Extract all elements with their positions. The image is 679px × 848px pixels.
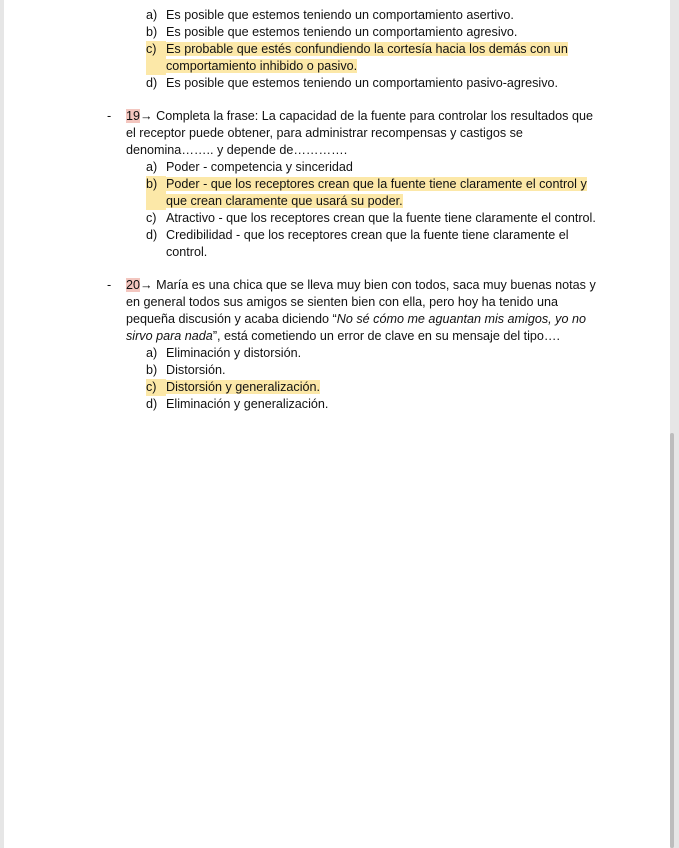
question-text-line2: en general todos sus amigos se sienten bien con ella, pero hoy ha tenido una	[126, 295, 558, 309]
bullet-dash: -	[107, 278, 112, 292]
option-letter: a)	[146, 160, 158, 174]
option-letter: d)	[146, 397, 158, 411]
question-text-line2: el receptor puede obtener, para administrar recompensas y castigos se	[126, 126, 523, 140]
prev-option-d	[146, 75, 606, 92]
scrollbar[interactable]	[670, 433, 674, 848]
question-number: 20	[126, 278, 141, 292]
option-text: Atractivo - que los receptores crean que la fuente tiene claramente el control.	[166, 211, 596, 225]
bullet-dash: -	[107, 109, 112, 123]
option-letter: c)	[146, 41, 166, 75]
question-text-line1: María es una chica que se lleva muy bien con todos, saca muy buenas notas y	[152, 278, 596, 292]
q20-option-a	[146, 345, 606, 362]
option-letter: d)	[146, 76, 158, 90]
arrow-icon: →	[140, 278, 153, 292]
option-text: Es posible que estemos teniendo un comportamiento pasivo-agresivo.	[166, 76, 559, 90]
option-text-line1: Poder - que los receptores crean que la fuente tiene claramente el control y	[166, 177, 587, 191]
option-letter: a)	[146, 8, 158, 22]
option-text: Es posible que estemos teniendo un comportamiento asertivo.	[166, 8, 514, 22]
question-text-line3: denomina…….. y depende de………….	[126, 143, 348, 157]
option-letter: c)	[146, 379, 166, 396]
option-letter: c)	[146, 211, 157, 225]
question-19	[126, 108, 596, 159]
option-text: Eliminación y distorsión.	[166, 346, 302, 360]
prev-option-b	[146, 24, 606, 41]
option-letter: b)	[146, 363, 158, 377]
option-text: Es posible que estemos teniendo un comportamiento agresivo.	[166, 25, 518, 39]
option-text: Distorsión.	[166, 363, 226, 377]
q20-option-d	[146, 396, 606, 413]
arrow-icon: →	[140, 109, 153, 123]
quoted-text: sirvo para nada	[126, 329, 213, 343]
option-letter: b)	[146, 25, 158, 39]
option-text: Eliminación y generalización.	[166, 397, 329, 411]
q19-option-b	[146, 176, 606, 210]
question-text-line1: Completa la frase: La capacidad de la fuente para controlar los resultados que	[152, 109, 593, 123]
q20-option-b	[146, 362, 606, 379]
option-letter: d)	[146, 228, 158, 242]
q19-option-c	[146, 210, 606, 227]
option-letter: b)	[146, 176, 166, 210]
prev-option-a	[146, 7, 606, 24]
option-letter: a)	[146, 346, 158, 360]
q19-option-a	[146, 159, 606, 176]
q20-option-c	[146, 379, 606, 396]
prev-option-c	[146, 41, 606, 75]
option-text-line2: que crean claramente que usará su poder.	[166, 194, 403, 208]
option-text: Poder - competencia y sinceridad	[166, 160, 353, 174]
option-text: Distorsión y generalización.	[166, 380, 320, 394]
option-text-line1: Es probable que estés confundiendo la cortesía hacia los demás con un	[166, 42, 568, 56]
q19-option-d	[146, 227, 606, 261]
question-number: 19	[126, 109, 141, 123]
quoted-text: No sé cómo me aguantan mis amigos, yo no	[336, 312, 586, 326]
question-text-line4: ”, está cometiendo un error de clave en su mensaje del tipo….	[212, 329, 561, 343]
question-20	[126, 277, 596, 345]
option-text-line2: control.	[166, 245, 208, 259]
question-text-line3: pequeña discusión y acaba diciendo “	[126, 312, 337, 326]
option-text-line2: comportamiento inhibido o pasivo.	[166, 59, 358, 73]
option-text-line1: Credibilidad - que los receptores crean que la fuente tiene claramente el	[166, 228, 569, 242]
